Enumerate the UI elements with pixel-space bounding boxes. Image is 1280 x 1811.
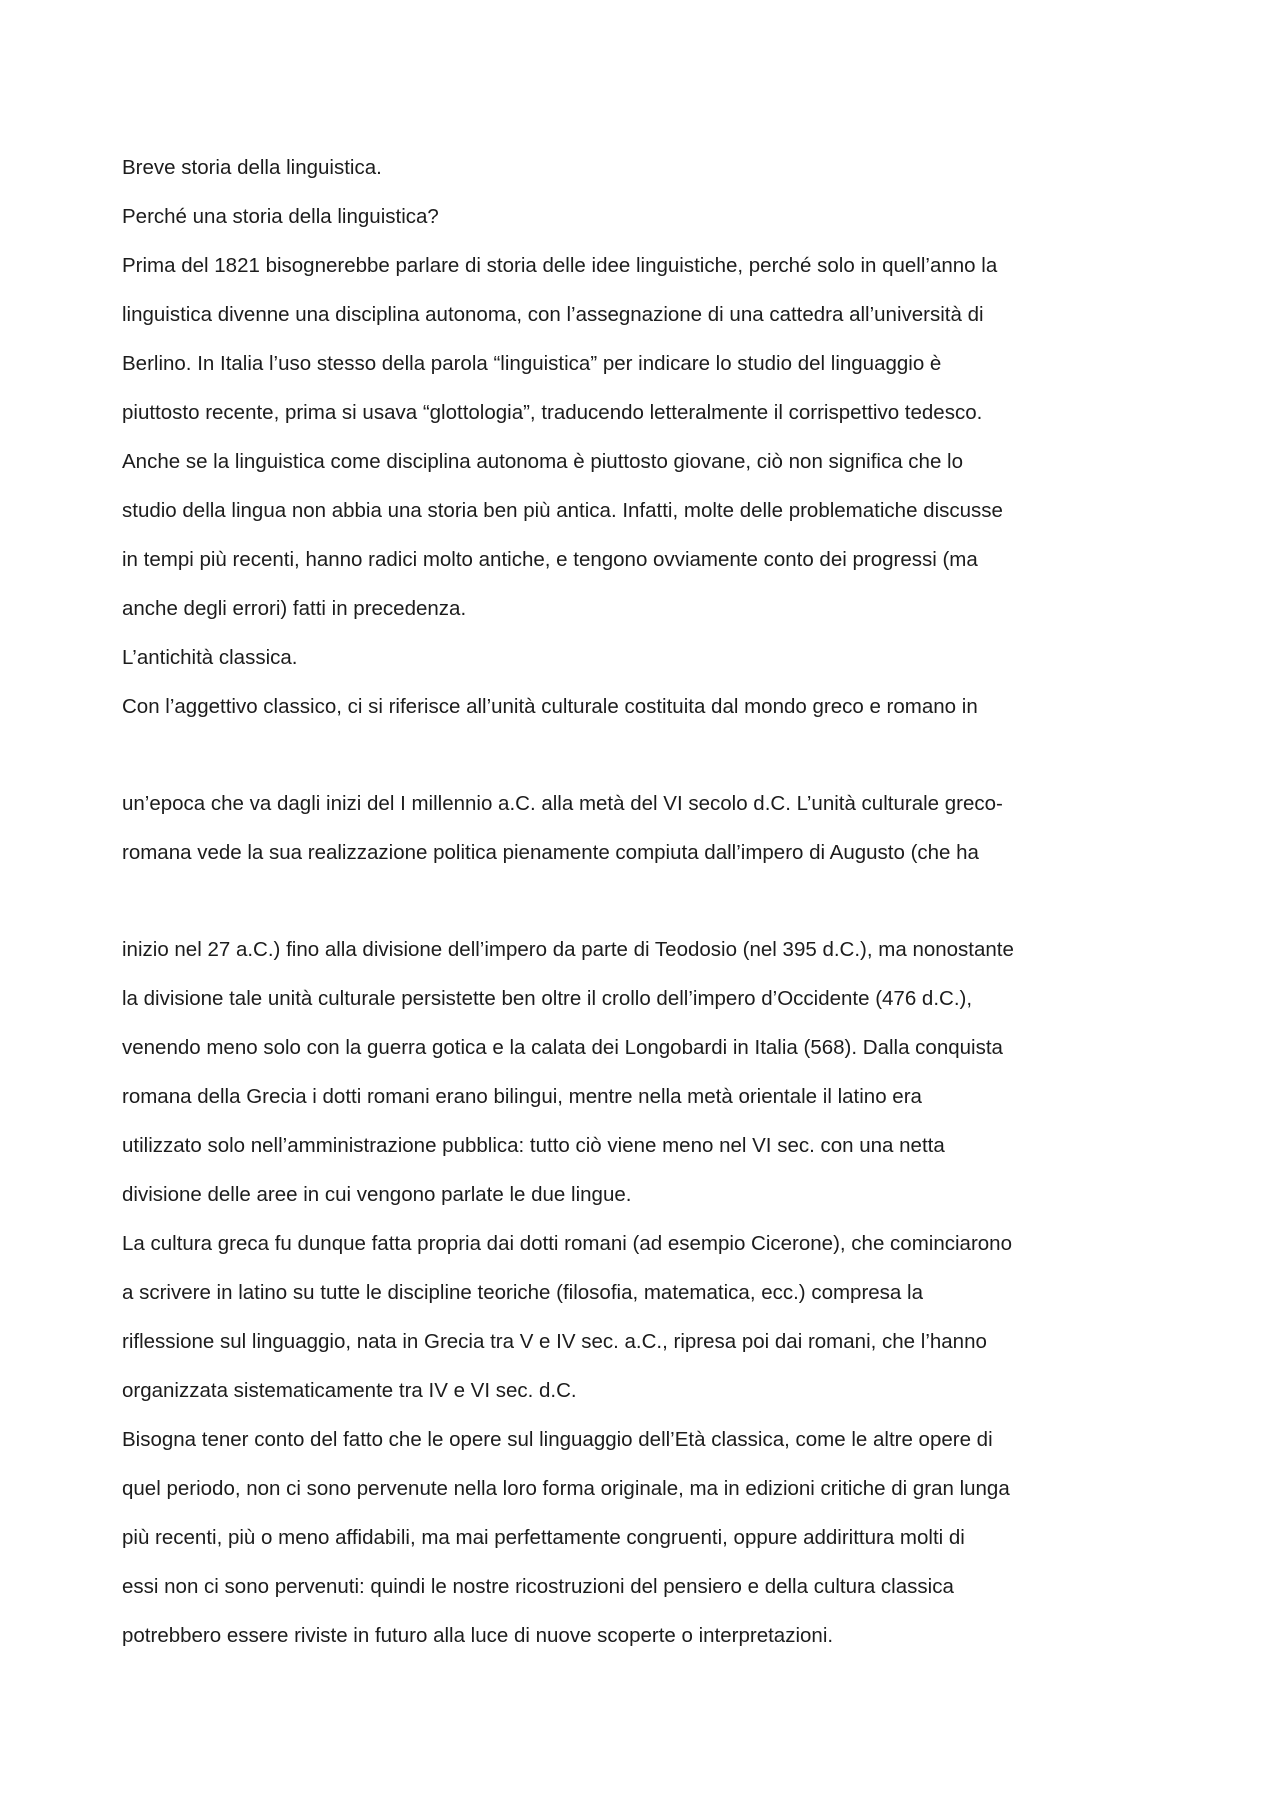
- text-line: più recenti, più o meno affidabili, ma mai perfettamente congruenti, oppure addirittura molti di: [122, 1526, 965, 1549]
- section-heading: Perché una storia della linguistica?: [122, 205, 439, 228]
- text-line: anche degli errori) fatti in precedenza.: [122, 597, 467, 620]
- text-line: romana della Grecia i dotti romani erano bilingui, mentre nella metà orientale il latino era: [122, 1085, 922, 1108]
- text-line: Prima del 1821 bisognerebbe parlare di storia delle idee linguistiche, perché solo in quell’anno la: [122, 254, 998, 277]
- text-line: riflessione sul linguaggio, nata in Grecia tra V e IV sec. a.C., ripresa poi dai romani, che l’hanno: [122, 1330, 987, 1353]
- text-line: venendo meno solo con la guerra gotica e la calata dei Longobardi in Italia (568). Dalla conquista: [122, 1036, 1003, 1059]
- text-line: linguistica divenne una disciplina autonoma, con l’assegnazione di una cattedra all’università di: [122, 303, 984, 326]
- text-line: Berlino. In Italia l’uso stesso della parola “linguistica” per indicare lo studio del linguaggio è: [122, 352, 942, 375]
- text-line: organizzata sistematicamente tra IV e VI sec. d.C.: [122, 1379, 577, 1402]
- section-heading: L’antichità classica.: [122, 646, 298, 669]
- text-line: quel periodo, non ci sono pervenute nella loro forma originale, ma in edizioni critiche di gran lunga: [122, 1477, 1010, 1500]
- text-line: un’epoca che va dagli inizi del I millennio a.C. alla metà del VI secolo d.C. L’unità culturale greco-: [122, 792, 1003, 815]
- text-line: Con l’aggettivo classico, ci si riferisce all’unità culturale costituita dal mondo greco e romano in: [122, 695, 978, 718]
- text-line: studio della lingua non abbia una storia ben più antica. Infatti, molte delle problematiche discusse: [122, 499, 1003, 522]
- text-line: in tempi più recenti, hanno radici molto antiche, e tengono ovviamente conto dei progressi (ma: [122, 548, 978, 571]
- text-line: inizio nel 27 a.C.) fino alla divisione dell’impero da parte di Teodosio (nel 395 d.C.), ma nonostante: [122, 938, 1014, 961]
- text-line: La cultura greca fu dunque fatta propria dai dotti romani (ad esempio Cicerone), che cominciarono: [122, 1232, 1012, 1255]
- text-line: essi non ci sono pervenuti: quindi le nostre ricostruzioni del pensiero e della cultura classica: [122, 1575, 954, 1598]
- text-line: piuttosto recente, prima si usava “glottologia”, traducendo letteralmente il corrispettivo tedesco.: [122, 401, 983, 424]
- text-line: potrebbero essere riviste in futuro alla luce di nuove scoperte o interpretazioni.: [122, 1624, 834, 1647]
- text-line: divisione delle aree in cui vengono parlate le due lingue.: [122, 1183, 632, 1206]
- text-line: utilizzato solo nell’amministrazione pubblica: tutto ciò viene meno nel VI sec. con una netta: [122, 1134, 945, 1157]
- text-line: Anche se la linguistica come disciplina autonoma è piuttosto giovane, ciò non significa che lo: [122, 450, 964, 473]
- text-line: romana vede la sua realizzazione politica pienamente compiuta dall’impero di Augusto (che ha: [122, 841, 979, 864]
- text-line: la divisione tale unità culturale persistette ben oltre il crollo dell’impero d’Occidente (476 d.C.),: [122, 987, 973, 1010]
- text-line: Bisogna tener conto del fatto che le opere sul linguaggio dell’Età classica, come le altre opere di: [122, 1428, 993, 1451]
- document-title: Breve storia della linguistica.: [122, 156, 382, 179]
- text-line: a scrivere in latino su tutte le discipline teoriche (filosofia, matematica, ecc.) compresa la: [122, 1281, 923, 1304]
